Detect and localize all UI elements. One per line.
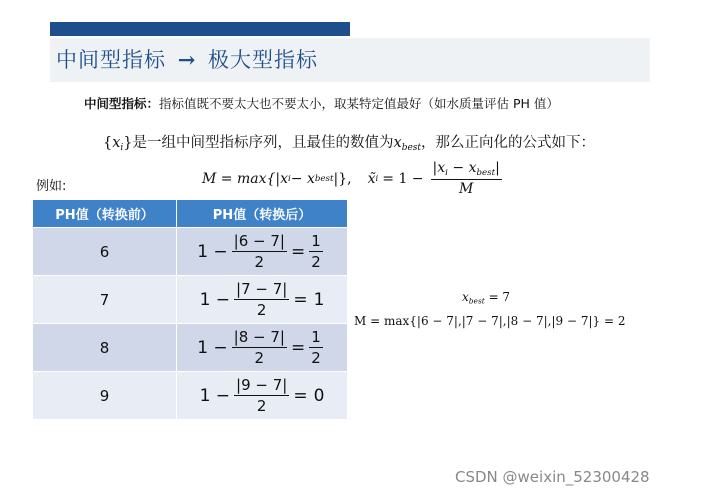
cell-after: 1 − $\frac{|9 - 7|}{2}$ = 0: [177, 372, 348, 420]
example-label: 例如:: [36, 179, 67, 194]
table-row: [33, 324, 348, 372]
intro-best-var: x: [393, 135, 402, 151]
intro-text2: ，那么正向化的公式如下：: [421, 135, 596, 151]
table-row: [33, 276, 348, 324]
intro-best-sub: best: [401, 143, 422, 154]
intro-text1: 是一组中间型指标序列，且最佳的数值为: [132, 135, 394, 151]
formula-intro: $\{x_i\}$是一组中间型指标序列，且最佳的数值为$x_{best}$，那么正向化的公式如下：: [103, 135, 596, 154]
xbest-formula: $x_{best} = 7$: [462, 290, 511, 306]
formula-eq: = 1 −: [382, 170, 424, 187]
formula-m-mid: − x: [290, 170, 315, 187]
cell-before: 9: [33, 372, 177, 420]
definition-text: 指标值既不要太大也不要太小，取某特定值最好（如水质量评估 PH 值）: [159, 96, 559, 111]
formula-xhat-sub: i: [375, 173, 379, 184]
ph-table: [32, 199, 348, 420]
main-formula: [202, 160, 505, 197]
table-row: [33, 372, 348, 420]
watermark: CSDN @weixin_52300428: [455, 468, 650, 486]
cell-after: 1 − $\frac{|7 - 7|}{2}$ = 1: [177, 276, 348, 324]
cell-before: 8: [33, 324, 177, 372]
cell-before: 7: [33, 276, 177, 324]
definition-line: [84, 94, 559, 112]
m-value-formula: M = max{|6 − 7|,|7 − 7|,|8 − 7|,|9 − 7|} = 2: [354, 314, 626, 328]
formula-fraction: $\frac{|x_i - x_{best}|}{M}$: [432, 160, 500, 198]
definition-term: 中间型指标：: [84, 96, 160, 111]
formula-m-sub1: i: [288, 173, 291, 184]
cell-before: 6: [33, 228, 177, 276]
table-header-after: PH值（转换后）: [177, 200, 348, 228]
table-header-before: PH值（转换前）: [33, 200, 177, 228]
cell-after: 1 − $\frac{|8 - 7|}{2}$ = $\frac{1}{2}$: [177, 324, 348, 372]
title-right: 极大型指标: [207, 48, 318, 72]
cell-after: 1 − $\frac{|6 - 7|}{2}$ = $\frac{1}{2}$: [177, 228, 348, 276]
formula-m-end: |},: [333, 170, 352, 187]
intro-var-sub: i: [120, 143, 124, 154]
formula-m-sub2: best: [314, 173, 334, 184]
formula-xhat: x̃: [367, 170, 376, 187]
formula-fraction-den: M: [459, 181, 474, 198]
table-row: [33, 228, 348, 276]
slide-title: [56, 44, 318, 74]
header-accent-bar: [50, 22, 350, 36]
intro-var: x: [112, 135, 121, 151]
title-left: 中间型指标: [56, 48, 166, 72]
formula-m-part: M = max{|x: [202, 170, 289, 187]
arrow-right-icon: →: [177, 47, 197, 72]
